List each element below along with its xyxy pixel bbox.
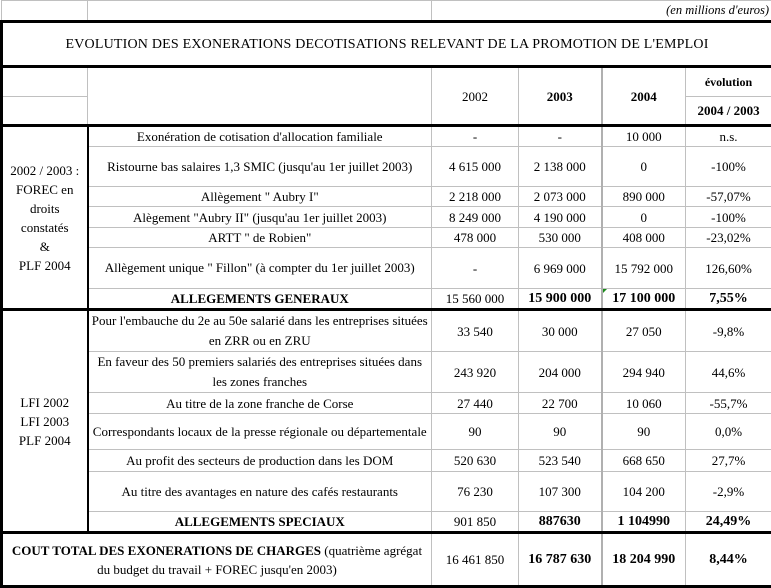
subtotal-label: ALLEGEMENTS GENERAUX	[88, 289, 432, 310]
unit-row	[2, 1, 771, 22]
cell-2004: 18 204 990	[602, 533, 686, 587]
cell-evolution: -57,07%	[686, 187, 771, 207]
cell-evolution: -2,9%	[686, 472, 771, 512]
cell-2004: 10 060	[602, 393, 686, 414]
cell-2002: 478 000	[432, 228, 519, 248]
total-row	[2, 533, 771, 587]
cell-evolution: 7,55%	[686, 289, 771, 310]
cell-2003: 22 700	[519, 393, 602, 414]
cell-2003: 30 000	[519, 310, 602, 352]
cell-2004: 10 000	[602, 126, 686, 147]
cell-2003: 2 138 000	[519, 147, 602, 187]
unit-note: (en millions d'euros)	[432, 1, 771, 22]
cell-2004: 15 792 000	[602, 248, 686, 289]
cell-evolution: -55,7%	[686, 393, 771, 414]
cell-2004: 1 104990	[602, 512, 686, 533]
cell-2004: 0	[602, 147, 686, 187]
cell-2003: 887630	[519, 512, 602, 533]
row-label: Exonération de cotisation d'allocation familiale	[88, 126, 432, 147]
cell-evolution: 0,0%	[686, 414, 771, 450]
cell-2002: 2 218 000	[432, 187, 519, 207]
subtotal-label: ALLEGEMENTS SPECIAUX	[88, 512, 432, 533]
table-row	[2, 207, 771, 228]
row-label: Allègement unique " Fillon" (à compter du 1er juillet 2003)	[88, 248, 432, 289]
cell-2002: 16 461 850	[432, 533, 519, 587]
cell-evolution: -23,02%	[686, 228, 771, 248]
table-row	[2, 414, 771, 450]
cell-evolution: 44,6%	[686, 352, 771, 393]
cell-2003: 4 190 000	[519, 207, 602, 228]
cell-2004: 294 940	[602, 352, 686, 393]
row-label: Ristourne bas salaires 1,3 SMIC (jusqu'au 1er juillet 2003)	[88, 147, 432, 187]
cell-evolution: -100%	[686, 147, 771, 187]
cell-2004: 104 200	[602, 472, 686, 512]
table-row	[2, 126, 771, 147]
cell-evolution: -9,8%	[686, 310, 771, 352]
cell-2003: 90	[519, 414, 602, 450]
cell-2003: 107 300	[519, 472, 602, 512]
cell-2004: 668 650	[602, 450, 686, 472]
row-label: Allègement " Aubry I"	[88, 187, 432, 207]
cell-2002: 76 230	[432, 472, 519, 512]
table-row	[2, 352, 771, 393]
cell-evolution: 8,44%	[686, 533, 771, 587]
cell-2003: 6 969 000	[519, 248, 602, 289]
table-row	[2, 187, 771, 207]
cell-2003: -	[519, 126, 602, 147]
cell-2002: 243 920	[432, 352, 519, 393]
cell-2002: 27 440	[432, 393, 519, 414]
cell-evolution: 24,49%	[686, 512, 771, 533]
cell-2002: 901 850	[432, 512, 519, 533]
cell-2003: 523 540	[519, 450, 602, 472]
cell-2002: -	[432, 126, 519, 147]
cell-2002: 15 560 000	[432, 289, 519, 310]
cell-2004: 90	[602, 414, 686, 450]
header-2002: 2002	[432, 67, 519, 126]
table-title: EVOLUTION DES EXONERATIONS DECOTISATIONS RELEVANT DE LA PROMOTION DE L'EMPLOI	[2, 22, 771, 67]
title-row	[2, 22, 771, 67]
cell-2002: 4 615 000	[432, 147, 519, 187]
table-row	[2, 228, 771, 248]
table-row	[2, 310, 771, 352]
row-label: Alègement "Aubry II" (jusqu'au 1er juillet 2003)	[88, 207, 432, 228]
cell-2002: 520 630	[432, 450, 519, 472]
cell-2004: 0	[602, 207, 686, 228]
header-row	[2, 67, 771, 97]
table-row	[2, 450, 771, 472]
cell-2004: 408 000	[602, 228, 686, 248]
row-label: Correspondants locaux de la presse régionale ou départementale	[88, 414, 432, 450]
cell-2003: 15 900 000	[519, 289, 602, 310]
row-label: Au titre des avantages en nature des cafés restaurants	[88, 472, 432, 512]
table-row	[2, 248, 771, 289]
header-2003: 2003	[519, 67, 602, 126]
cell-2004: 890 000	[602, 187, 686, 207]
header-2004: 2004	[602, 67, 686, 126]
header-evolution: évolution	[686, 67, 771, 97]
cell-evolution: 126,60%	[686, 248, 771, 289]
cell-2003: 16 787 630	[519, 533, 602, 587]
cell-evolution: -100%	[686, 207, 771, 228]
row-label: Au profit des secteurs de production dans les DOM	[88, 450, 432, 472]
cell-2002: 8 249 000	[432, 207, 519, 228]
row-label: En faveur des 50 premiers salariés des entreprises situées dans les zones franches	[88, 352, 432, 393]
row-label: ARTT " de Robien"	[88, 228, 432, 248]
table-row	[2, 472, 771, 512]
total-label: COUT TOTAL DES EXONERATIONS DE CHARGES (quatrième agrégat du budget du travail + FOREC jusqu'en 2003)	[2, 533, 432, 587]
header-evolution-period: 2004 / 2003	[686, 97, 771, 126]
cell-evolution: n.s.	[686, 126, 771, 147]
subtotal-row	[2, 512, 771, 533]
cell-2003: 530 000	[519, 228, 602, 248]
cell-2004: 17 100 000	[602, 289, 686, 310]
cell-evolution: 27,7%	[686, 450, 771, 472]
cell-2002: 90	[432, 414, 519, 450]
cell-2002: 33 540	[432, 310, 519, 352]
table-row	[2, 393, 771, 414]
cell-2002: -	[432, 248, 519, 289]
group-label: LFI 2002 LFI 2003 PLF 2004	[2, 310, 88, 533]
group-label: 2002 / 2003 : FOREC en droits constatés & PLF 2004	[2, 126, 88, 310]
subtotal-row	[2, 289, 771, 310]
row-label: Au titre de la zone franche de Corse	[88, 393, 432, 414]
cell-2003: 204 000	[519, 352, 602, 393]
cell-2004: 27 050	[602, 310, 686, 352]
row-label: Pour l'embauche du 2e au 50e salarié dans les entreprises situées en ZRR ou en ZRU	[88, 310, 432, 352]
cell-2003: 2 073 000	[519, 187, 602, 207]
table-row	[2, 147, 771, 187]
